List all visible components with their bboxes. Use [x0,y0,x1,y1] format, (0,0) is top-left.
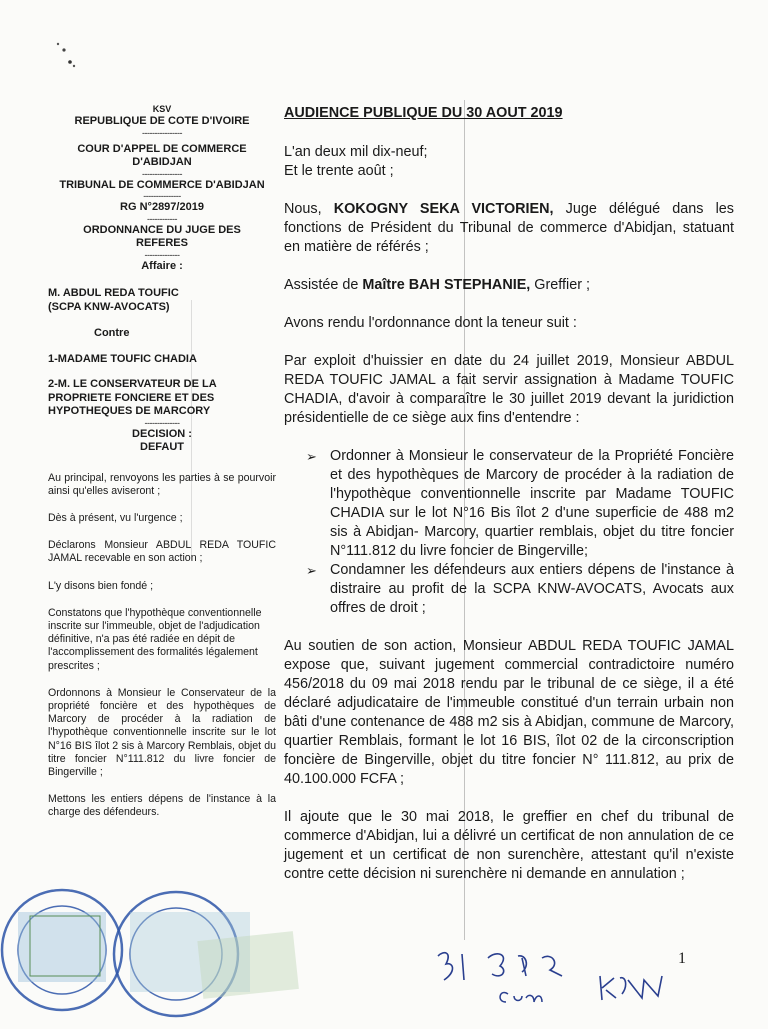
ordonnance-body [284,104,734,884]
separator: -------------- [144,417,180,428]
plaintiff-line2: (SCPA KNW-AVOCATS) [48,300,170,313]
contre-label: Contre [94,327,130,339]
plaintiff-line1: M. ABDUL REDA TOUFIC [48,287,179,299]
ordonnance-title-line2: REFERES [136,237,188,249]
judge-suffix: Juge délégué dans les fonctions de Président du Tribunal de commerce d'Abidjan, statuant en matière de référés ; [284,201,734,255]
request-2: Condamner les défendeurs aux entiers dépens de l'instance à distraire au profit de la SCPA KNW-AVOCATS, Avocats aux offres de droit ; [330,562,734,616]
ajoute-paragraph: Il ajoute que le 30 mai 2018, le greffier en chef du tribunal de commerce d'Abidjan, lui a délivré un certificat de non annulation de ce jugement et un certificat de non surenchère, attestant qu'il n'existe contre cette décision ni surenchère ni demande en annulation ; [284,809,734,882]
clerk-prefix: Assistée de [284,277,363,293]
request-1: Ordonner à Monsieur le conservateur de la Propriété Foncière et des hypothèques de Marcory de procéder à la radiation de l'hypothèque conventionnelle inscrite par Madame TOUFIC CHADIA sur le lot N°16 Bis îlot 2 d'une superficie de 488 m2 sis à Abidjan- Marcory, quartier remblais, objet du titre foncier N°111.812 du livre foncier de Bingerville; [330,448,734,559]
dispositif-7: Mettons les entiers dépens de l'instance à la charge des défendeurs. [48,793,276,819]
dispositif-2: Dès à présent, vu l'urgence ; [48,511,183,524]
clerk-suffix: Greffier ; [530,277,591,293]
separator: ---------------- [142,127,182,138]
defendant-2-line3: HYPOTHEQUES DE MARCORY [48,405,211,417]
judge-name: KOKOGNY SEKA VICTORIEN, [333,201,554,217]
dispositif-4: L'y disons bien fondé ; [48,579,154,592]
case-sidebar [48,104,276,820]
ordonnance-title-line1: ORDONNANCE DU JUGE DES [83,223,241,236]
decision-value: DEFAUT [140,441,184,453]
defendant-2-line1: 2-M. LE CONSERVATEUR DE LA [48,378,217,390]
audience-title: AUDIENCE PUBLIQUE DU 30 AOUT 2019 [284,105,563,121]
registration-seal-left [2,890,122,1010]
clerk-name: Maître BAH STEPHANIE, [362,277,531,293]
court-name-line1: COUR D'APPEL DE COMMERCE [77,142,247,155]
list-item [284,447,734,561]
separator: -------------- [144,249,180,260]
dispositif-1: Au principal, renvoyons les parties à se pourvoir ainsi qu'elles aviseront ; [48,471,276,497]
handwritten-annotation [430,936,690,1016]
separator: --------------- [143,191,181,201]
registration-seal-right [114,892,299,1016]
separator: ---------------- [142,168,182,179]
judge-prefix: Nous, [284,201,334,217]
date-line-1: L'an deux mil dix-neuf; [284,144,428,160]
arrow-bullet-icon: ➢ [306,449,317,464]
arrow-bullet-icon: ➢ [306,563,317,578]
tribunal-name: TRIBUNAL DE COMMERCE D'ABIDJAN [59,178,265,191]
ksv-code: KSV [152,104,172,114]
scan-speckles [50,38,90,83]
court-name-line2: D'ABIDJAN [132,156,192,168]
dispositif-3: Déclarons Monsieur ABDUL REDA TOUFIC JAMAL recevable en son action ; [48,539,276,565]
separator: ------------ [147,213,177,224]
soutien-paragraph: Au soutien de son action, Monsieur ABDUL REDA TOUFIC JAMAL expose que, suivant jugement commercial contradictoire numéro 456/2018 du 09 mai 2018 rendu par le tribunal de ce siège, il a été déclaré adjudicataire de l'immeuble constitué d'un terrain urbain non bâti d'une contenance de 488 m2 sis à Abidjan, commune de Marcory, quartier Remblais, formant le lot 16 BIS, îlot 02 de la circonscription foncière de Bingerville, objet du titre foncier N° 111.812, au prix de 40.100.000 FCFA ; [284,638,734,787]
fiscal-stamps [0,872,300,1024]
date-line-2: Et le trente août ; [284,163,394,179]
rg-number: RG N°2897/2019 [120,201,204,213]
republic-heading: REPUBLIQUE DE COTE D'IVOIRE [74,115,250,127]
decision-label: DECISION : [132,427,192,440]
affaire-label: Affaire : [141,259,183,272]
defendant-2-line2: PROPRIETE FONCIERE ET DES [48,391,215,404]
exploit-paragraph: Par exploit d'huissier en date du 24 juillet 2019, Monsieur ABDUL REDA TOUFIC JAMAL a fait servir assignation à Madame TOUFIC CHADIA, d'avoir à comparaître le 30 juillet 2019 devant la juridiction présidentielle de ce siège aux fins d'entendre : [284,353,734,426]
judge-paragraph [284,200,734,257]
dispositif-5: Constatons que l'hypothèque conventionnelle inscrite sur l'immeuble, objet de l'adjudication définitive, n'a pas été radiée en dépit de l'accomplissement des formalités légalement prescrites ; [48,606,262,672]
requests-list [284,447,734,618]
clerk-paragraph [284,276,734,295]
rendered-paragraph: Avons rendu l'ordonnance dont la teneur suit : [284,315,577,331]
page-number: 1 [678,950,686,967]
defendant-1: 1-MADAME TOUFIC CHADIA [48,352,197,365]
dispositif-6: Ordonnons à Monsieur le Conservateur de la propriété foncière et des hypothèques de Marcory de procéder à la radiation de l'hypothèque conventionnelle inscrite sur le lot N°16 BIS îlot 2 sis à Marcory Remblais, objet du titre foncier N°111.812 du livre foncier de Bingerville ; [48,686,276,778]
list-item [284,561,734,618]
